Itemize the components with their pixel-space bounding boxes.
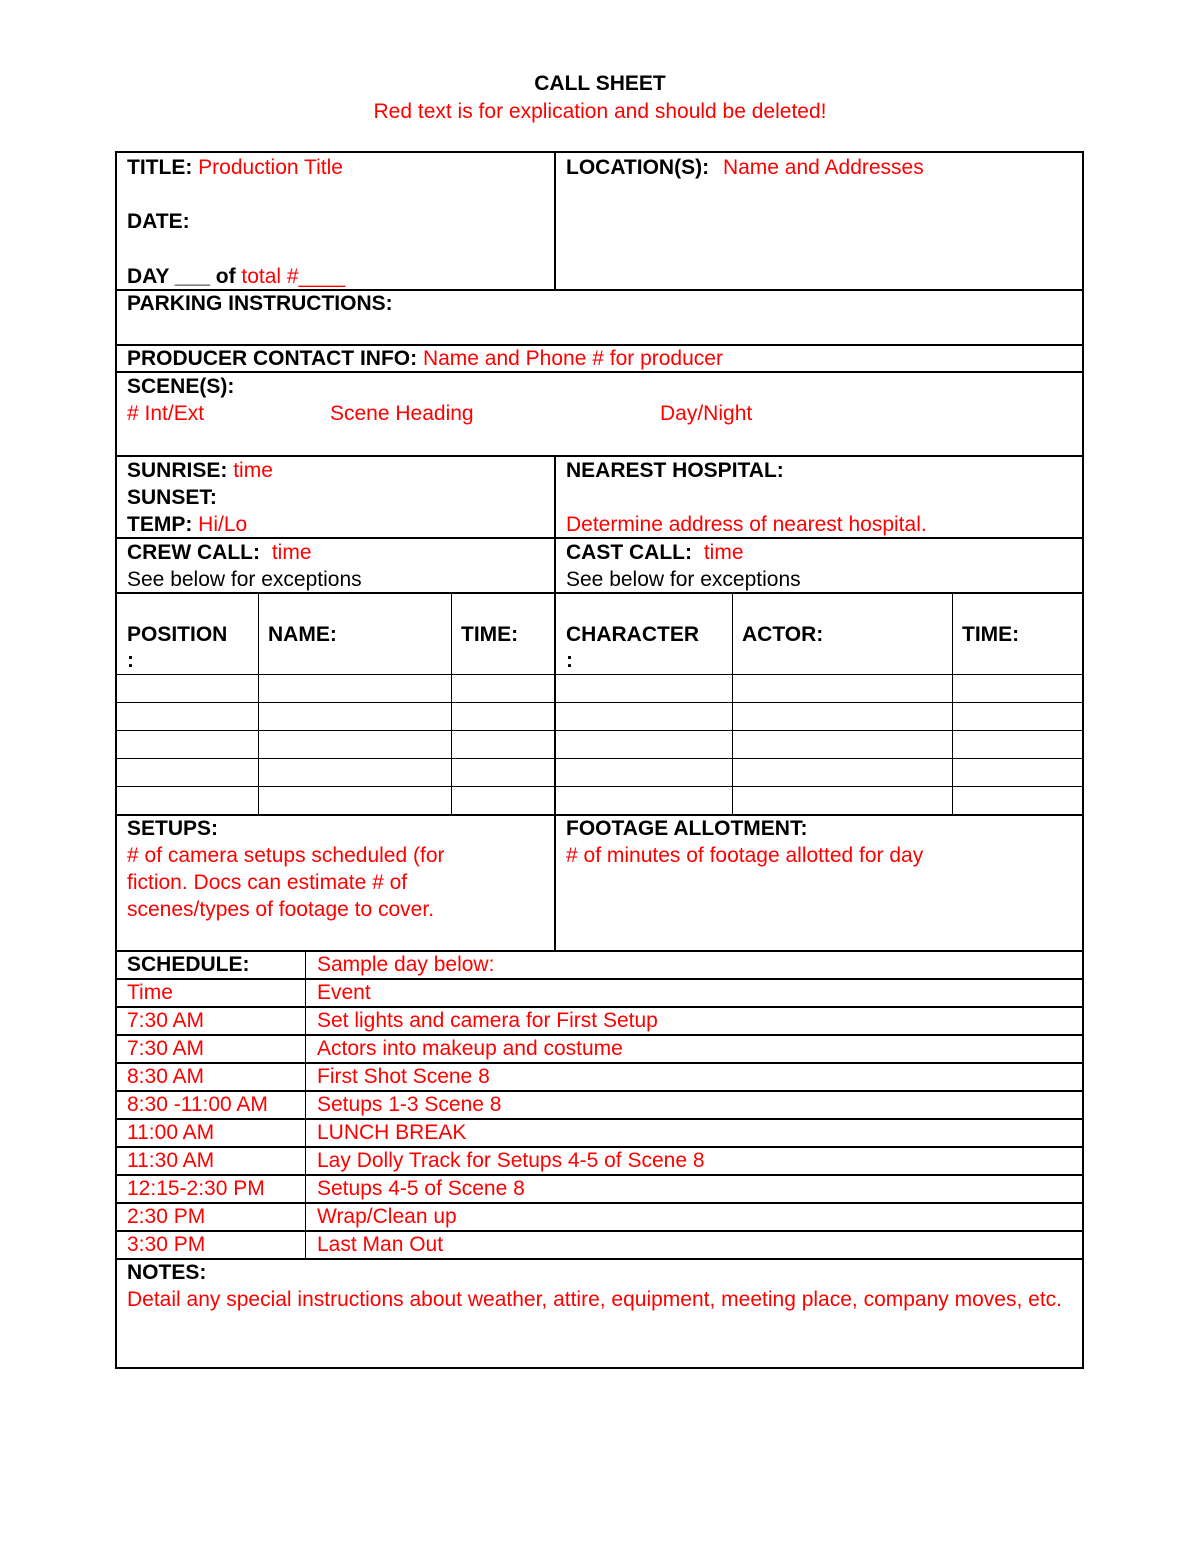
crew-call-note: See below for exceptions <box>127 568 362 591</box>
schedule-time: 12:15-2:30 PM <box>127 1177 265 1200</box>
cast-call-value: time <box>703 541 744 564</box>
schedule-event: Wrap/Clean up <box>317 1205 457 1228</box>
crew-name-header: NAME: <box>268 623 337 646</box>
day-label: DAY ___ of <box>127 265 236 288</box>
schedule-event: Set lights and camera for First Setup <box>317 1009 658 1032</box>
rule <box>117 1258 1082 1260</box>
footage-label: FOOTAGE ALLOTMENT: <box>566 817 808 840</box>
rule <box>305 950 306 1258</box>
actor-header: ACTOR: <box>742 623 824 646</box>
scenes-label: SCENE(S): <box>127 375 235 398</box>
character-header-colon: : <box>566 649 573 672</box>
rule <box>117 1118 1082 1120</box>
temp-value: Hi/Lo <box>198 513 248 536</box>
cast-time-header: TIME: <box>962 623 1020 646</box>
rule <box>554 153 556 289</box>
schedule-label: SCHEDULE: <box>127 953 250 976</box>
schedule-event: Setups 4-5 of Scene 8 <box>317 1177 525 1200</box>
schedule-time: Time <box>127 981 173 1004</box>
crew-call-value: time <box>271 541 312 564</box>
crew-time-header: TIME: <box>461 623 519 646</box>
crew-call-field <box>127 539 312 566</box>
schedule-time: 3:30 PM <box>127 1233 206 1256</box>
schedule-event: Event <box>317 981 371 1004</box>
crew-call-label: CREW CALL: <box>127 541 260 564</box>
locations-field <box>566 154 924 181</box>
rule <box>117 786 1082 787</box>
schedule-time: 11:00 AM <box>127 1121 215 1144</box>
sunrise-value: time <box>233 459 273 482</box>
schedule-event: Last Man Out <box>317 1233 444 1256</box>
sunset-label: SUNSET: <box>127 486 217 509</box>
producer-label: PRODUCER CONTACT INFO: <box>127 347 418 370</box>
title-field <box>127 154 343 181</box>
hospital-value: Determine address of nearest hospital. <box>566 513 927 536</box>
footage-value: # of minutes of footage allotted for day <box>566 844 924 867</box>
notes-value: Detail any special instructions about weather, attire, equipment, meeting place, company moves, etc. <box>127 1288 1062 1311</box>
locations-label: LOCATION(S): <box>566 156 710 179</box>
date-label: DATE: <box>127 210 190 233</box>
position-header: POSITION <box>127 623 228 646</box>
setups-label: SETUPS: <box>127 817 219 840</box>
schedule-time: 2:30 PM <box>127 1205 206 1228</box>
schedule-event: Setups 1-3 Scene 8 <box>317 1093 502 1116</box>
rule <box>117 950 1082 952</box>
schedule-event: Actors into makeup and costume <box>317 1037 623 1060</box>
schedule-sample-note: Sample day below: <box>317 953 495 976</box>
rule <box>117 1230 1082 1232</box>
rule <box>117 758 1082 759</box>
cast-call-field <box>566 539 744 566</box>
character-header: CHARACTER <box>566 623 699 646</box>
rule <box>258 592 259 814</box>
sunrise-label: SUNRISE: <box>127 459 228 482</box>
rule <box>117 978 1082 980</box>
scene-col-heading: Scene Heading <box>330 402 474 425</box>
title-value: Production Title <box>198 156 343 179</box>
title-label: TITLE: <box>127 156 193 179</box>
schedule-time: 7:30 AM <box>127 1037 205 1060</box>
setups-value: # of camera setups scheduled (for fiction. Docs can estimate # of scenes/types of footage to cover. <box>127 844 445 921</box>
schedule-time: 8:30 -11:00 AM <box>127 1093 268 1116</box>
hospital-label: NEAREST HOSPITAL: <box>566 459 784 482</box>
temp-label: TEMP: <box>127 513 193 536</box>
rule <box>952 592 953 814</box>
day-field <box>127 263 345 290</box>
day-total: total #____ <box>241 265 346 288</box>
rule <box>117 702 1082 703</box>
rule <box>117 1062 1082 1064</box>
rule <box>451 592 452 814</box>
call-sheet-form <box>115 151 1084 1369</box>
position-header-colon: : <box>127 649 134 672</box>
scene-col-int-ext: # Int/Ext <box>127 402 205 425</box>
sunrise-field <box>127 457 273 484</box>
schedule-time: 7:30 AM <box>127 1009 205 1032</box>
rule <box>117 730 1082 731</box>
parking-label: PARKING INSTRUCTIONS: <box>127 292 393 315</box>
schedule-time: 11:30 AM <box>127 1149 215 1172</box>
schedule-event: First Shot Scene 8 <box>317 1065 490 1088</box>
schedule-time: 8:30 AM <box>127 1065 205 1088</box>
rule <box>117 1202 1082 1204</box>
schedule-event: LUNCH BREAK <box>317 1121 467 1144</box>
rule <box>117 674 1082 675</box>
temp-field <box>127 511 247 538</box>
page-subtitle: Red text is for explication and should be deleted! <box>373 100 827 123</box>
cast-call-label: CAST CALL: <box>566 541 692 564</box>
schedule-event: Lay Dolly Track for Setups 4-5 of Scene 8 <box>317 1149 705 1172</box>
rule <box>554 455 556 950</box>
scene-col-day-night: Day/Night <box>660 402 753 425</box>
producer-field <box>127 345 723 372</box>
producer-value: Name and Phone # for producer <box>422 347 723 370</box>
locations-value: Name and Addresses <box>722 156 924 179</box>
notes-label: NOTES: <box>127 1261 207 1284</box>
cast-call-note: See below for exceptions <box>566 568 801 591</box>
rule <box>732 592 733 814</box>
page-title: CALL SHEET <box>534 72 666 95</box>
